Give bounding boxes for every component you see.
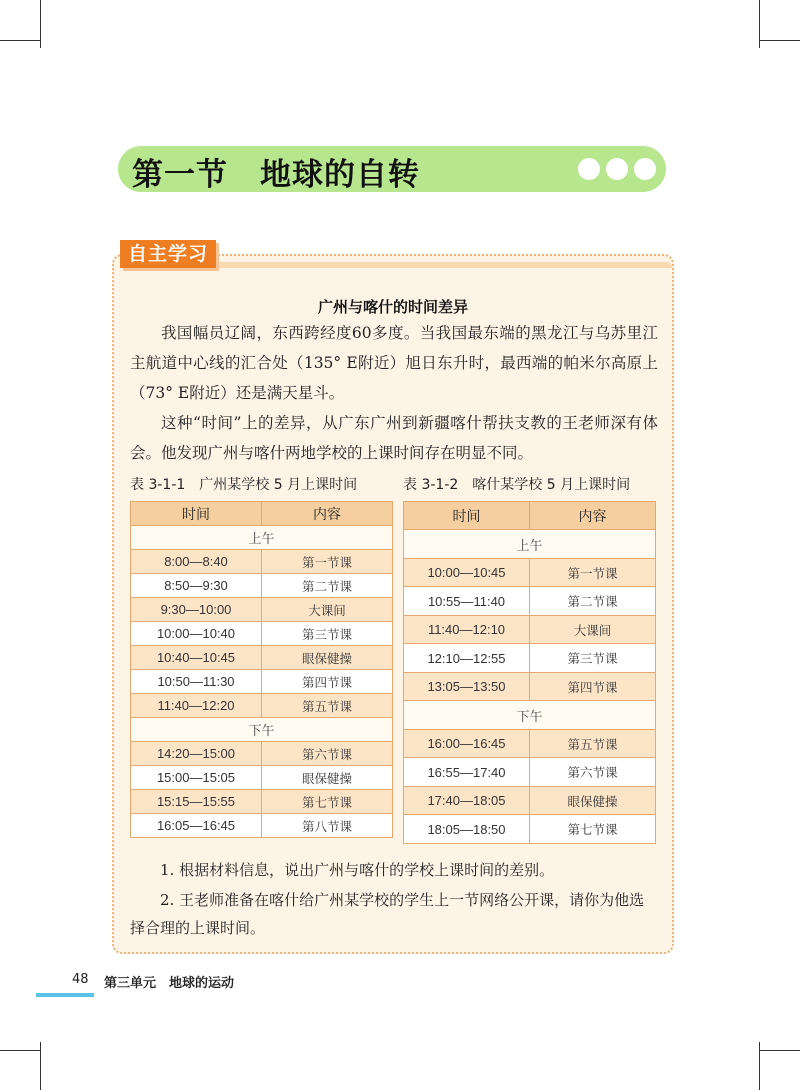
crop-mark	[760, 1050, 800, 1051]
paragraph-2: 这种“时间”上的差异，从广东广州到新疆喀什帮扶支教的王老师深有体会。他发现广州与喀什两地学校的上课时间存在明显不同。	[130, 414, 658, 462]
article-title: 广州与喀什的时间差异	[317, 298, 468, 316]
crop-mark	[40, 0, 41, 48]
table-row: 10:55—11:40 第二节课	[404, 587, 656, 616]
crop-mark	[760, 40, 800, 41]
dot-icon	[578, 158, 600, 180]
table-row: 14:20—15:00 第六节课	[131, 742, 393, 766]
table1-caption: 表 3-1-1 广州某学校 5 月上课时间	[130, 477, 358, 493]
table2-caption: 表 3-1-2 喀什某学校 5 月上课时间	[403, 477, 631, 493]
table-header-content: 内容	[530, 502, 656, 530]
crop-mark	[759, 1042, 760, 1090]
period-label: 上午	[404, 530, 656, 559]
table-row: 8:50—9:30 第二节课	[131, 574, 393, 598]
paragraph-1: 我国幅员辽阔，东西跨经度60多度。当我国最东端的黑龙江与乌苏里江主航道中心线的汇合处（135° E附近）旭日东升时，最西端的帕米尔高原上（73° E附近）还是满天星斗。	[130, 324, 658, 402]
table-row: 16:55—17:40 第六节课	[404, 758, 656, 787]
table-header-time: 时间	[131, 502, 262, 526]
period-label: 下午	[131, 718, 393, 742]
table-row: 9:30—10:00 大课间	[131, 598, 393, 622]
question-2: 2. 王老师准备在喀什给广州某学校的学生上一节网络公开课，请你为他选择合理的上课时间。	[130, 891, 645, 937]
table-row: 12:10—12:55 第三节课	[404, 644, 656, 673]
table-row: 11:40—12:20 第五节课	[131, 694, 393, 718]
kashgar-schedule-table	[403, 501, 656, 844]
table-row: 13:05—13:50 第四节课	[404, 673, 656, 701]
table-row: 17:40—18:05 眼保健操	[404, 787, 656, 815]
table-row: 11:40—12:10 大课间	[404, 616, 656, 644]
period-label: 上午	[131, 526, 393, 550]
table-header-content: 内容	[262, 502, 393, 526]
dot-icon	[606, 158, 628, 180]
crop-mark	[40, 1042, 41, 1090]
section-title-banner	[118, 146, 666, 192]
table-header-time: 时间	[404, 502, 530, 530]
table-row: 18:05—18:50 第七节课	[404, 815, 656, 844]
section-title: 第一节 地球的自转	[132, 157, 420, 193]
crop-mark	[0, 40, 40, 41]
table-row: 16:05—16:45 第八节课	[131, 814, 393, 838]
period-label: 下午	[404, 701, 656, 730]
question-1: 1. 根据材料信息，说出广州与喀什的学校上课时间的差别。	[160, 861, 555, 879]
table-row: 10:50—11:30 第四节课	[131, 670, 393, 694]
table-row: 15:15—15:55 第七节课	[131, 790, 393, 814]
study-header-strip	[216, 262, 672, 268]
table-row: 10:00—10:45 第一节课	[404, 559, 656, 587]
crop-mark	[0, 1050, 40, 1051]
footer-accent-bar	[36, 993, 94, 997]
page-number: 48	[72, 972, 89, 987]
guangzhou-schedule-table	[130, 501, 393, 838]
table-row: 8:00—8:40 第一节课	[131, 550, 393, 574]
table-row: 10:40—10:45 眼保健操	[131, 646, 393, 670]
table-row: 10:00—10:40 第三节课	[131, 622, 393, 646]
dot-icon	[634, 158, 656, 180]
table-row: 15:00—15:05 眼保健操	[131, 766, 393, 790]
unit-title: 第三单元 地球的运动	[104, 976, 235, 991]
crop-mark	[759, 0, 760, 48]
study-label: 自主学习	[120, 240, 216, 268]
table-row: 16:00—16:45 第五节课	[404, 730, 656, 758]
